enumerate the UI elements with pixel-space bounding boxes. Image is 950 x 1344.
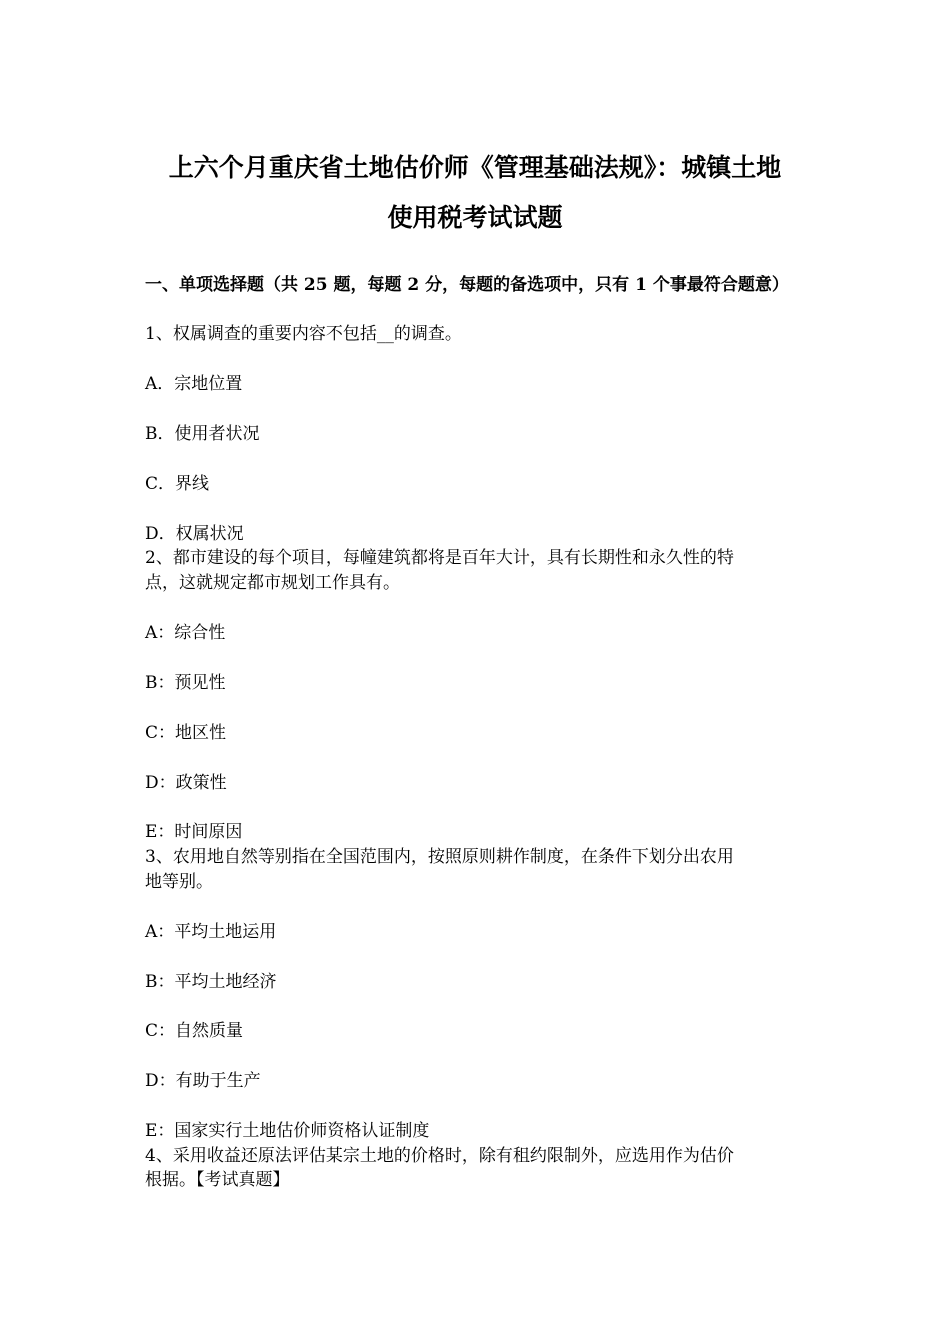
document-title-line-2: 使用税考试试题: [387, 203, 563, 232]
question-3-option-c: C：自然质量: [145, 1021, 244, 1041]
question-2-option-b: B：预见性: [145, 673, 226, 693]
question-2-stem-line-1: 2、都市建设的每个项目，每幢建筑都将是百年大计，具有长期性和永久性的特: [145, 548, 734, 568]
document-title-line-1: 上六个月重庆省土地估价师《管理基础法规》：城镇土地: [168, 153, 782, 182]
question-3-option-a: A：平均土地运用: [145, 922, 277, 942]
question-1-option-d: D．权属状况: [145, 524, 244, 544]
question-1-option-c: C．界线: [145, 474, 210, 494]
section-heading: 一、单项选择题（共 25 题，每题 2 分，每题的备选项中，只有 1 个事最符合题意）: [145, 275, 789, 295]
question-2-option-c: C：地区性: [145, 723, 227, 743]
question-2-option-a: A：综合性: [145, 623, 226, 643]
question-4-stem-line-1: 4、采用收益还原法评估某宗土地的价格时，除有租约限制外，应选用作为估价: [145, 1146, 734, 1166]
question-3-option-e: E：国家实行土地估价师资格认证制度: [145, 1121, 430, 1141]
question-1-stem: 1、权属调查的重要内容不包括__的调查。: [145, 324, 462, 344]
question-1-option-a: A．宗地位置: [145, 374, 243, 394]
question-3-option-b: B：平均土地经济: [145, 972, 277, 992]
question-2-option-d: D：政策性: [145, 773, 227, 793]
question-4-stem-line-2: 根据。【考试真题】: [145, 1170, 290, 1190]
question-2-stem-line-2: 点，这就规定都市规划工作具有。: [145, 573, 400, 593]
question-2-option-e: E：时间原因: [145, 822, 243, 842]
question-3-stem-line-1: 3、农用地自然等别指在全国范围内，按照原则耕作制度，在条件下划分出农用: [145, 847, 734, 867]
question-3-option-d: D：有助于生产: [145, 1071, 261, 1091]
question-1-option-b: B．使用者状况: [145, 424, 260, 444]
question-3-stem-line-2: 地等别。: [145, 872, 213, 892]
